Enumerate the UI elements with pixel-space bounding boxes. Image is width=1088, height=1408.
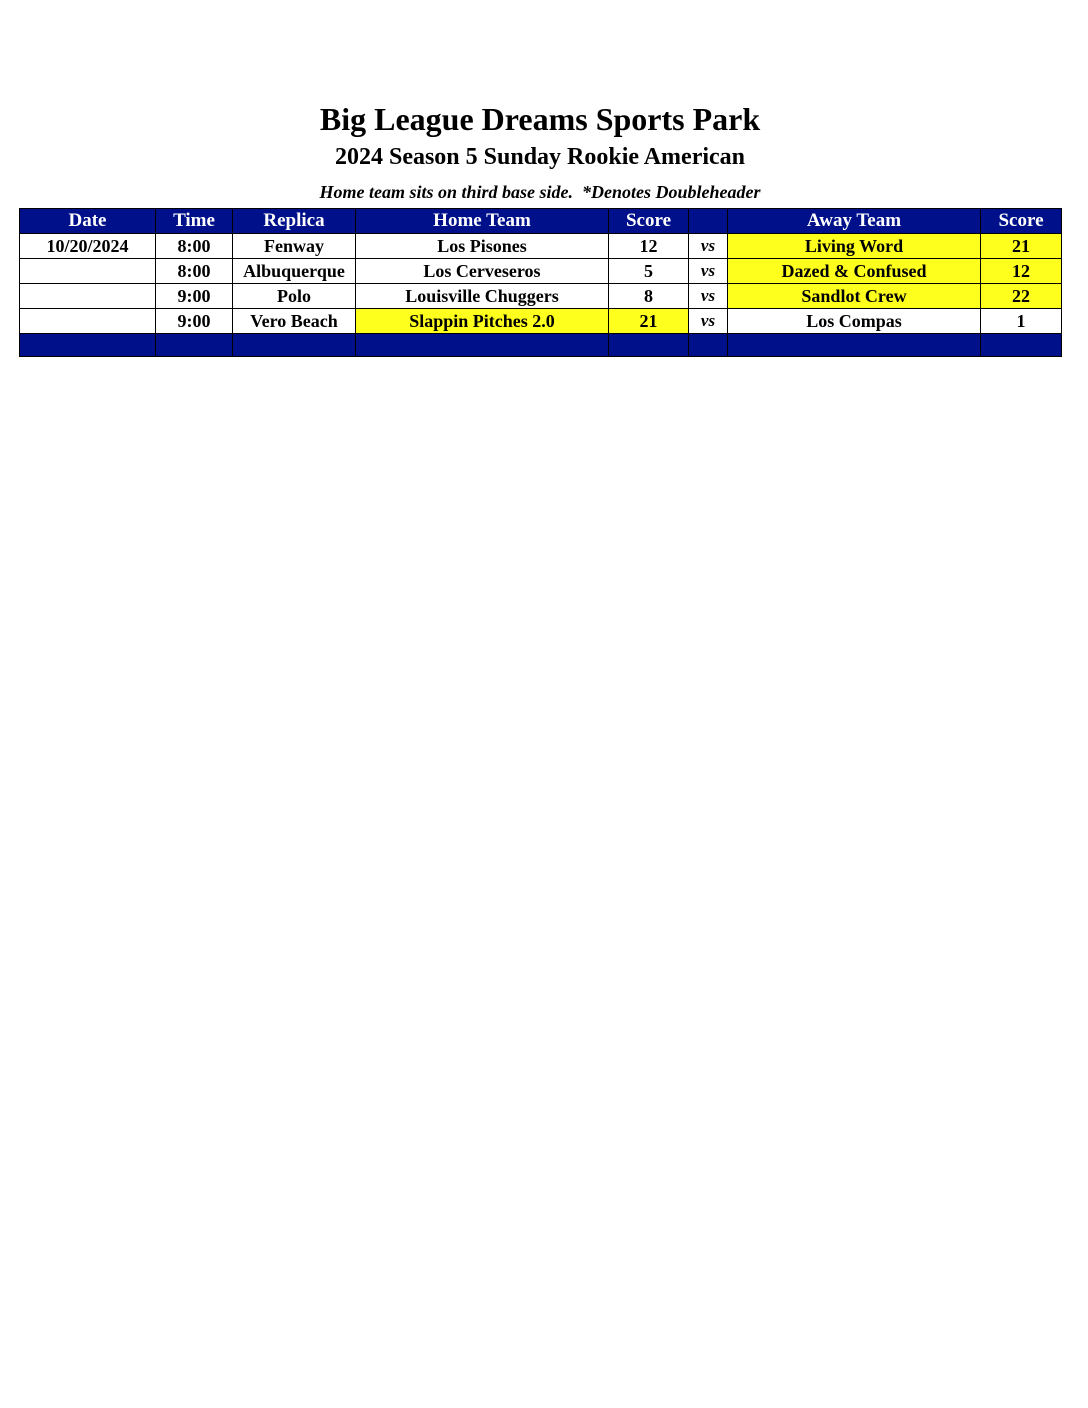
footer-cell [689,334,728,357]
column-header-time: Time [156,209,233,234]
page-title: Big League Dreams Sports Park [319,101,761,137]
game-time: 8:00 [156,234,233,259]
game-time: 9:00 [156,284,233,309]
vs-label: vs [689,284,728,309]
game-date [20,284,156,309]
footer-cell [156,334,233,357]
column-header-vs [689,209,728,234]
home-score: 5 [609,259,689,284]
game-date: 10/20/2024 [20,234,156,259]
home-team: Slappin Pitches 2.0 [356,309,609,334]
game-time: 8:00 [156,259,233,284]
page-subtitle: 2024 Season 5 Sunday Rookie American [334,144,746,170]
column-header-away-team: Away Team [728,209,981,234]
game-replica: Albuquerque [233,259,356,284]
table-header-row [20,209,1062,234]
away-team: Los Compas [728,309,981,334]
game-replica: Fenway [233,234,356,259]
column-header-away-score: Score [981,209,1062,234]
home-team: Los Pisones [356,234,609,259]
footer-cell [609,334,689,357]
away-team: Dazed & Confused [728,259,981,284]
table-footer-row [20,334,1062,357]
vs-label: vs [689,309,728,334]
away-score: 21 [981,234,1062,259]
column-header-home-score: Score [609,209,689,234]
footer-cell [20,334,156,357]
home-team: Los Cerveseros [356,259,609,284]
vs-label: vs [689,234,728,259]
vs-label: vs [689,259,728,284]
away-score: 12 [981,259,1062,284]
away-team: Sandlot Crew [728,284,981,309]
table-row [20,234,1062,259]
home-team: Louisville Chuggers [356,284,609,309]
game-replica: Vero Beach [233,309,356,334]
away-team: Living Word [728,234,981,259]
game-time: 9:00 [156,309,233,334]
footer-cell [981,334,1062,357]
column-header-date: Date [20,209,156,234]
footer-cell [728,334,981,357]
home-score: 21 [609,309,689,334]
table-row [20,284,1062,309]
schedule-table [19,208,1062,357]
footer-cell [356,334,609,357]
schedule-note: Home team sits on third base side. *Denotes Doubleheader [319,182,761,202]
away-score: 22 [981,284,1062,309]
column-header-replica: Replica [233,209,356,234]
column-header-home-team: Home Team [356,209,609,234]
away-score: 1 [981,309,1062,334]
table-row [20,309,1062,334]
game-replica: Polo [233,284,356,309]
home-score: 12 [609,234,689,259]
game-date [20,309,156,334]
game-date [20,259,156,284]
table-row [20,259,1062,284]
home-score: 8 [609,284,689,309]
footer-cell [233,334,356,357]
